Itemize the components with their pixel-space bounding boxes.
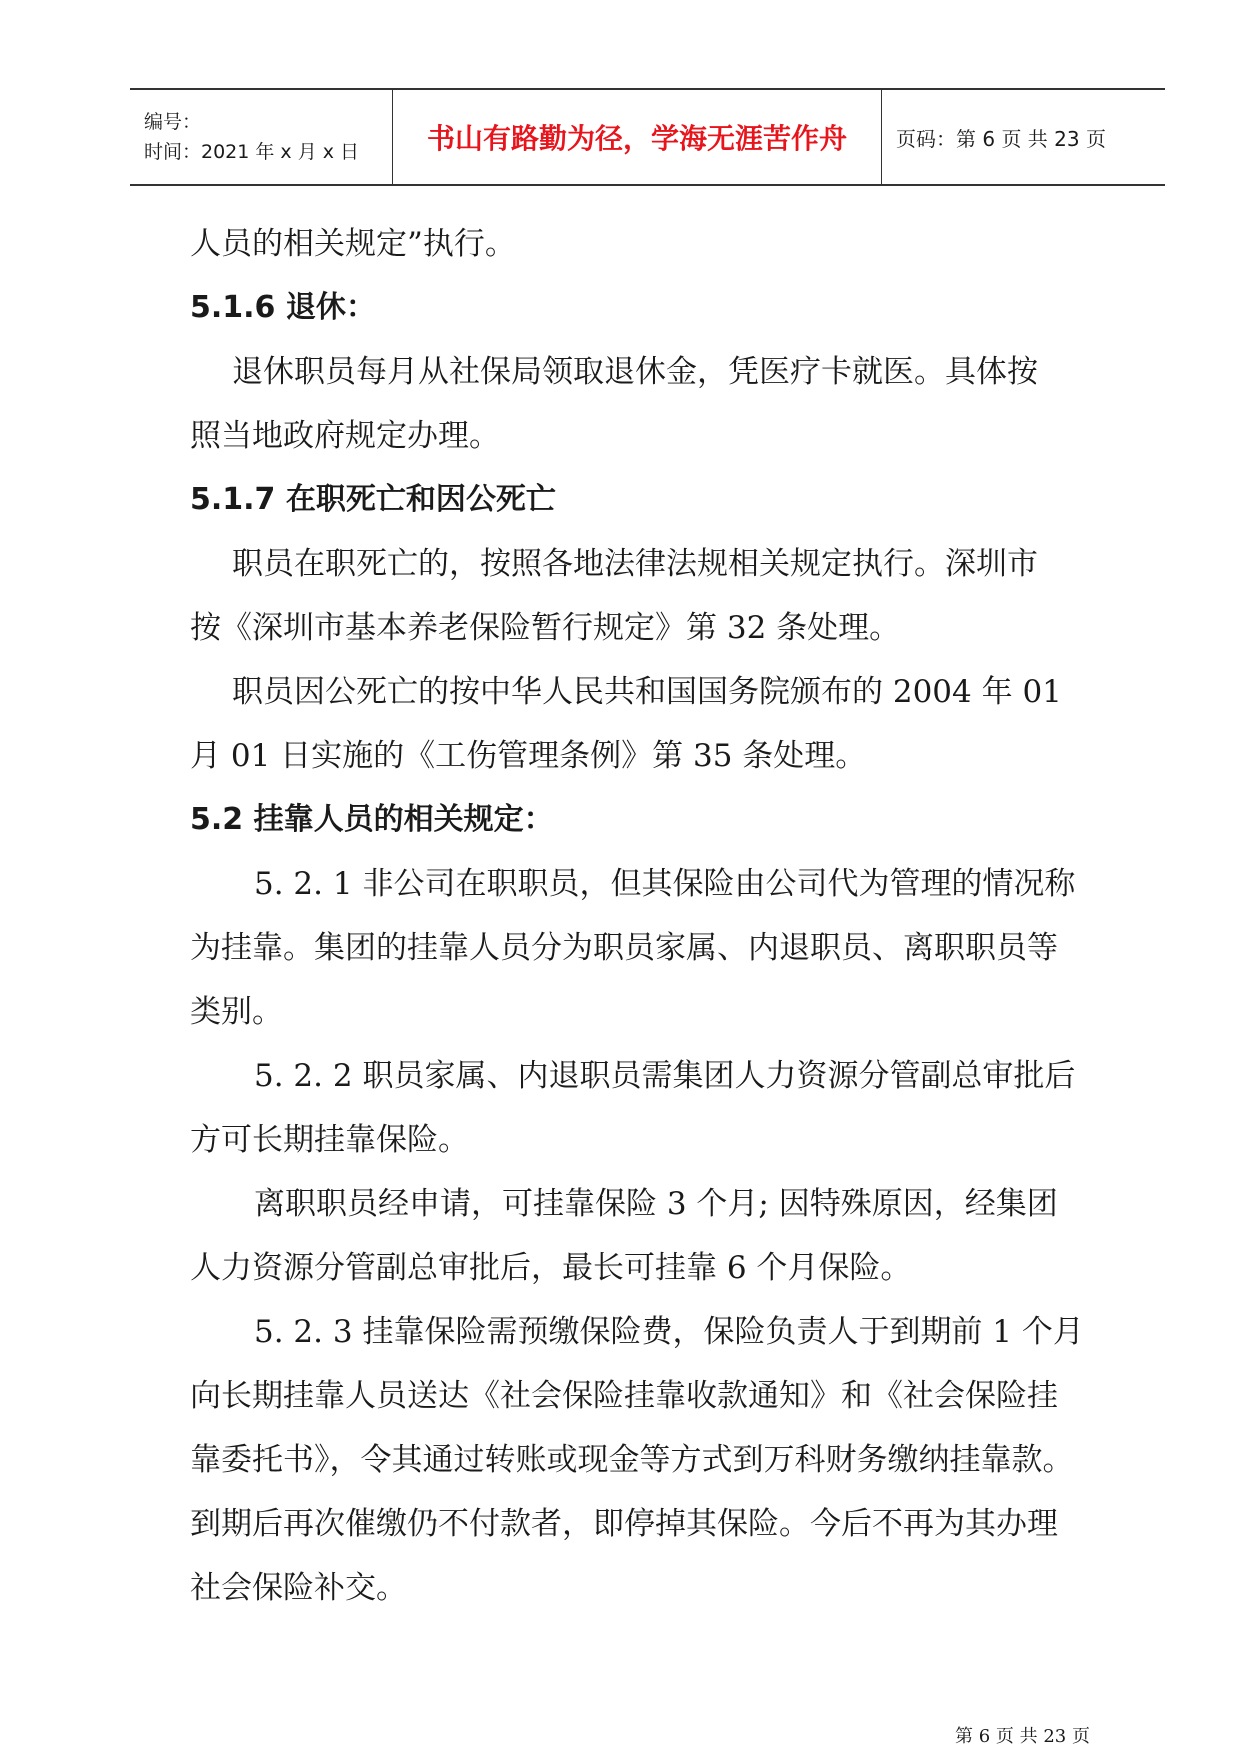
body-line: 退休职员每月从社保局领取退休金，凭医疗卡就医。具体按 [232,354,1038,390]
body-line: 离职职员经申请，可挂靠保险 3 个月; 因特殊原因，经集团 [254,1186,1058,1222]
body-line: 方可长期挂靠保险。 [190,1122,469,1158]
header-meta [130,90,392,184]
body-line: 为挂靠。集团的挂靠人员分为职员家属、内退职员、离职职员等 [190,930,1058,966]
body-line: 职员因公死亡的按中华人民共和国国务院颁布的 2004 年 01 [232,674,1062,710]
section-heading-5-1-6: 5.1.6 退休： [190,290,376,325]
body-line: 到期后再次催缴仍不付款者，即停掉其保险。今后不再为其办理 [190,1506,1058,1542]
body-line: 社会保险补交。 [190,1570,407,1606]
body-line: 职员在职死亡的，按照各地法律法规相关规定执行。深圳市 [232,546,1038,582]
page-header [130,88,1165,186]
body-line: 向长期挂靠人员送达《社会保险挂靠收款通知》和《社会保险挂 [190,1378,1058,1414]
body-line: 5. 2. 3 挂靠保险需预缴保险费，保险负责人于到期前 1 个月 [254,1314,1084,1350]
body-line: 靠委托书》，令其通过转账或现金等方式到万科财务缴纳挂靠款。 [190,1442,1074,1478]
body-line: 5. 2. 2 职员家属、内退职员需集团人力资源分管副总审批后 [254,1058,1076,1094]
document-body [190,212,1130,1620]
time-label: 时间：2021 年 x 月 x 日 [144,141,360,163]
number-label: 编号： [144,111,202,133]
body-line: 月 01 日实施的《工伤管理条例》第 35 条处理。 [190,738,867,774]
body-line: 人员的相关规定”执行。 [190,226,516,262]
page-info-text: 页码：第 6 页 共 23 页 [896,126,1106,151]
body-line: 5. 2. 1 非公司在职职员，但其保险由公司代为管理的情况称 [254,866,1076,902]
section-heading-5-1-7: 5.1.7 在职死亡和因公死亡 [190,482,556,517]
body-line: 人力资源分管副总审批后，最长可挂靠 6 个月保险。 [190,1250,912,1286]
body-line: 类别。 [190,994,283,1030]
body-line: 照当地政府规定办理。 [190,418,500,454]
section-heading-5-2: 5.2 挂靠人员的相关规定： [190,802,554,837]
header-page-info [882,90,1165,184]
body-line: 按《深圳市基本养老保险暂行规定》第 32 条处理。 [190,610,901,646]
page-footer: 第 6 页 共 23 页 [955,1726,1090,1747]
motto-text: 书山有路勤为径，学海无涯苦作舟 [426,122,847,155]
header-motto [392,90,882,184]
